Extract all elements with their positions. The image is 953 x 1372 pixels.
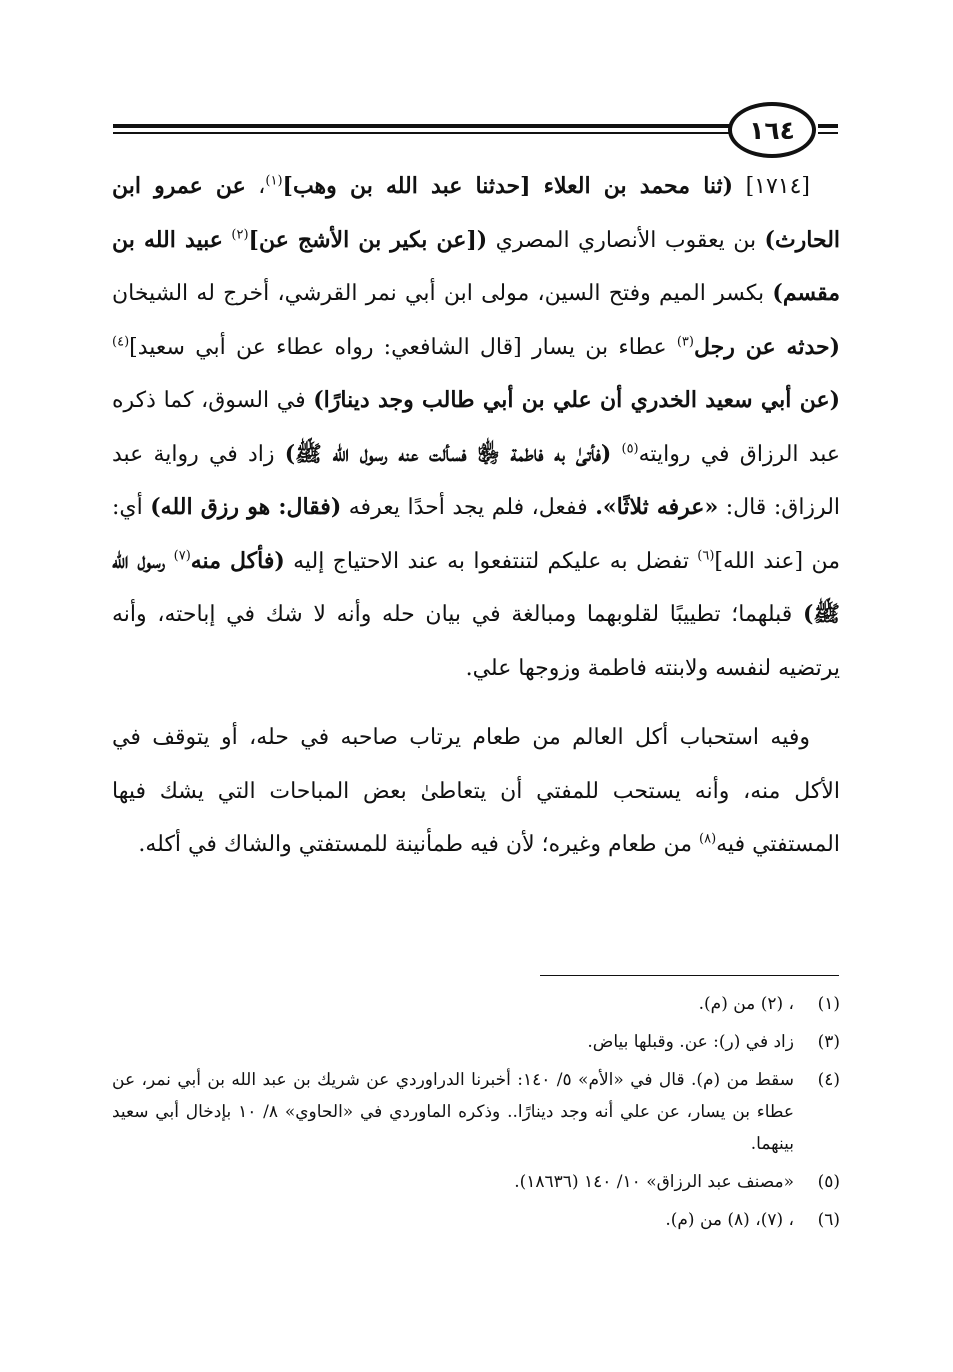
- footnote-number: (٥): [817, 1172, 840, 1192]
- commentary-text: قبلهما؛ تطييبًا لقلوبهما ومبالغة في بيان حله وأنه لا شك في إباحته، وأنه يرتضيه لنفسه ولابنته فاطمة وزوجها علي.: [112, 602, 840, 681]
- commentary-text: تفضل به عليكم لتنتفعوا به عند الاحتياج إليه: [284, 548, 698, 574]
- footnote-text: ، (٢) من (م).: [698, 994, 794, 1014]
- footnote-number: (٣): [817, 1032, 840, 1052]
- hadith-text: رسول الله ﷺ): [112, 547, 840, 627]
- footnote: [112, 1166, 840, 1198]
- paragraph: [112, 711, 840, 872]
- commentary-text: [165, 549, 173, 574]
- header-rule: [818, 132, 838, 134]
- footnote-text: سقط من (م). قال في «الأم» ٥/ ١٤٠: أخبرنا الدراوردي عن شريك بن عبد الله بن أبي نمر، عن عطاء بن يسار، عن علي أنه وجد دينارًا.. وذكره الماوردي في «الحاوي» ٨/ ١٠ بإدخال أبي سعيد بينهما.: [112, 1070, 794, 1154]
- hadith-text: (حدثه عن رجل: [693, 333, 840, 360]
- footnote-number: (١): [817, 994, 840, 1014]
- hadith-text: (فأكل منه: [190, 547, 285, 574]
- main-text: [112, 160, 840, 872]
- header-rule: [818, 124, 838, 128]
- hadith-text: (فقال: هو رزق الله): [150, 494, 342, 520]
- header-rule: [113, 132, 730, 134]
- footnote-number: (٦): [817, 1210, 840, 1230]
- paragraph: [112, 160, 840, 695]
- footnote-text: زاد في (ر): عن. وقبلها بياض.: [587, 1032, 794, 1052]
- footnote-number: (٤): [817, 1070, 840, 1090]
- commentary-text: وفيه استحباب أكل العالم من طعام يرتاب صاحبه في حله، أو يتوقف في الأكل منه، وأنه يستحب للمفتي أن يتعاطىٰ بعض المباحات التي يشك فيها المستفتي فيه: [112, 725, 840, 857]
- hadith-text: (عن أبي سعيد الخدري أن علي بن أبي طالب وجد دينارًا): [313, 387, 841, 413]
- commentary-text: بن يعقوب الأنصاري المصري: [487, 227, 765, 253]
- footnote-ref: (٢): [231, 227, 249, 243]
- commentary-text: بكسر الميم وفتح السين، مولى ابن أبي نمر القرشي، أخرج له الشيخان: [112, 281, 773, 306]
- hadith-text: عبيد الله بن مقسم): [112, 226, 840, 306]
- commentary-text: ففعل، فلم يجد أحدًا يعرفه: [341, 495, 596, 520]
- footnote-ref: (٥): [621, 441, 639, 457]
- footnote-ref: (٦): [697, 548, 715, 564]
- header-rule: [113, 124, 730, 128]
- commentary-text: [١٧١٤]: [733, 174, 811, 199]
- footnote-ref: (٤): [112, 334, 130, 350]
- commentary-text: أي: من [عند الله]: [112, 495, 840, 574]
- footnote: [112, 1204, 840, 1236]
- hadith-text: (ثنا محمد بن العلاء [حدثنا عبد الله بن وهب]: [282, 173, 734, 199]
- commentary-text: زاد في رواية عبد الرزاق: قال:: [112, 441, 841, 520]
- commentary-text: [611, 442, 621, 467]
- footnote: [112, 1026, 840, 1058]
- footnote-ref: (٨): [699, 831, 717, 847]
- hadith-text: (فأتىٰ به فاطمة ﵂ فسألت عنه رسول الله ﷺ): [284, 440, 612, 467]
- footnote: [112, 988, 840, 1020]
- footnote-text: ، (٧)، (٨) من (م).: [665, 1210, 794, 1230]
- footnote: [112, 1064, 840, 1160]
- hadith-text: «عرفه ثلاثًا».: [595, 494, 719, 520]
- footnote-ref: (٧): [173, 548, 191, 564]
- hadith-text: ([عن بكير بن الأشج عن]: [248, 226, 488, 253]
- footnote-ref: (٣): [676, 334, 694, 350]
- footnotes: [112, 988, 840, 1242]
- commentary-text: عطاء بن يسار [قال الشافعي: رواه عطاء عن أبي سعيد]: [129, 334, 677, 360]
- page-number: ١٦٤: [728, 102, 816, 158]
- footnote-separator: [540, 975, 839, 976]
- commentary-text: في السوق، كما ذكره عبد الرزاق في روايته: [112, 388, 841, 467]
- commentary-text: ،: [245, 174, 266, 199]
- hadith-text: عن عمرو ابن الحارث): [112, 173, 841, 253]
- footnote-text: «مصنف عبد الرزاق» ١٠/ ١٤٠ (١٨٦٣٦).: [514, 1172, 794, 1192]
- footnote-ref: (١): [265, 173, 283, 189]
- commentary-text: من طعام وغيره؛ لأن فيه طمأنينة للمستفتي والشاك في أكله.: [138, 832, 699, 857]
